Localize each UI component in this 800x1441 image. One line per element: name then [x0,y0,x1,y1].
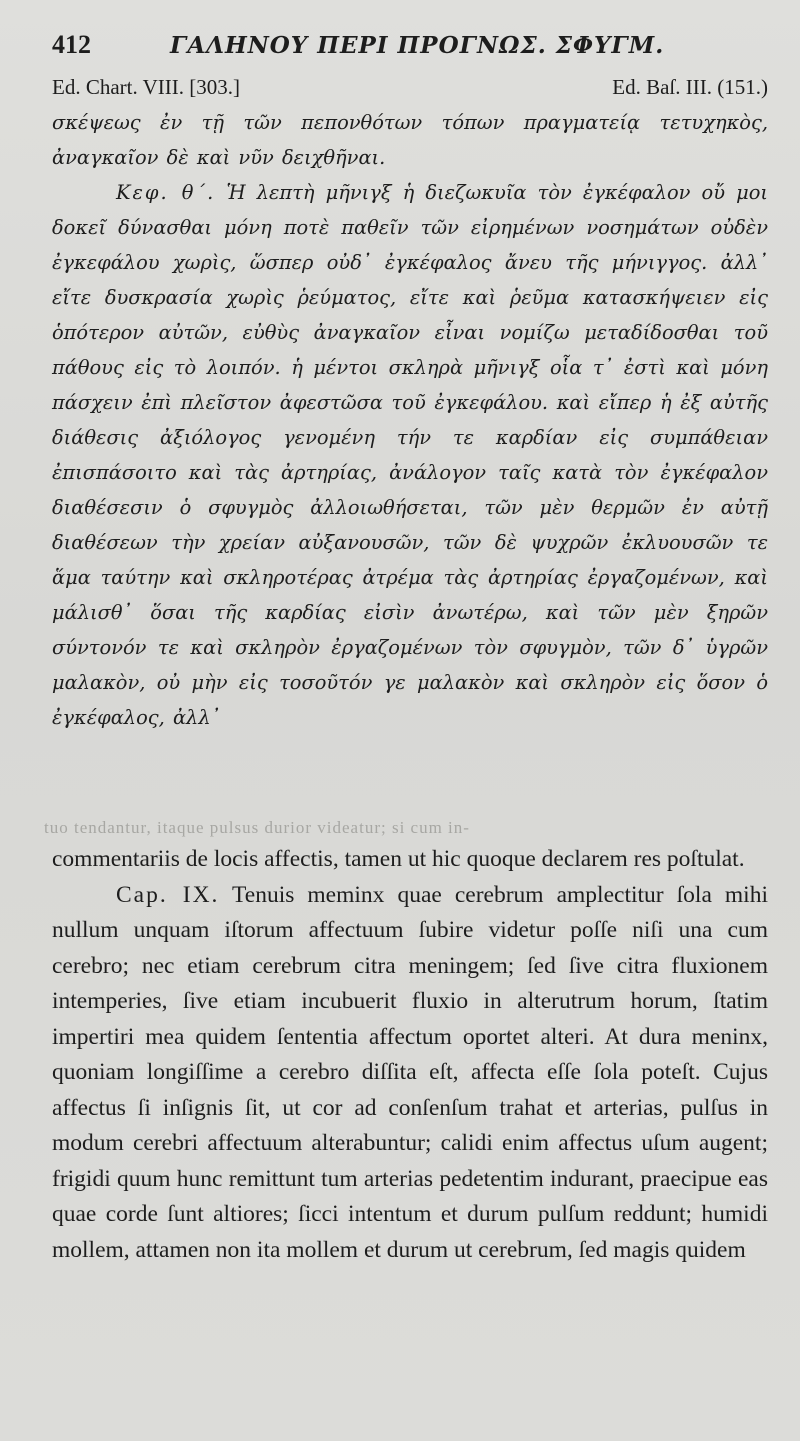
edition-references [52,75,768,101]
show-through-text: tuo tendantur, itaque pulsus durior videatur; si cum in- [44,818,470,837]
greek-chapter-text: Ἡ λεπτὴ μῆνιγξ ἡ διεζωκυῖα τὸν ἐγκέφαλον οὔ μοι δοκεῖ δύνασθαι μόνη ποτὲ παθεῖν τῶν εἰρημένων νοσημάτων οὐδὲν ἐγκεφάλου χωρὶς, ὥσπερ οὐδ᾽ ἐγκέφαλος ἄνευ τῆς μήνιγγος. ἀλλ᾽ εἴτε δυσκρασία χωρὶς ῥεύματος, εἴτε καὶ ῥεῦμα κατασκήψειεν εἰς ὁπότερον αὐτῶν, εὐθὺς ἀναγκαῖον εἶναι νομίζω μεταδίδοσθαι τοῦ πάθους εἰς τὸ λοιπόν. ἡ μέντοι σκληρὰ μῆνιγξ οἷα τ᾽ ἐστὶ καὶ μόνη πάσχειν ἐπὶ πλεῖστον ἀφεστῶσα τοῦ ἐγκεφάλου. καὶ εἴπερ ἡ ἐξ αὐτῆς διάθεσις ἀξιόλογος γενομένη τήν τε καρδίαν εἰς συμπάθειαν ἐπισπάσοιτο καὶ τὰς ἀρτηρίας, ἀνάλογον ταῖς κατὰ τὸν ἐγκέφαλον διαθέσεσιν ὁ σφυγμὸς ἀλλοιωθήσεται, τῶν μὲν θερμῶν ἐν αὐτῇ διαθέσεων τὴν χρείαν αὐξανουσῶν, τῶν δὲ ψυχρῶν ἐκλυουσῶν τε ἅμα ταύτην καὶ σκληροτέρας ἀτρέμα τὰς ἀρτηρίας ἐργαζομένων, καὶ μάλισθ᾽ ὅσαι τῆς καρδίας εἰσὶν ἀνωτέρω, καὶ τῶν μὲν ξηρῶν σύντονόν τε καὶ σκληρὸν ἐργαζομένων τὸν σφυγμὸν, τῶν δ᾽ ὑγρῶν μαλακὸν, οὐ μὴν εἰς τοσοῦτόν γε μαλακὸν καὶ σκληρὸν εἰς ὅσον ὁ ἐγκέφαλος, ἀλλ᾽ [52,181,768,729]
greek-chapter-paragraph [52,175,768,735]
greek-paragraph-continuation: σκέψεως ἐν τῇ τῶν πεπονθότων τόπων πραγματείᾳ τετυχηκὸς, ἀναγκαῖον δὲ καὶ νῦν δειχθῆναι. [52,111,768,169]
latin-text-block [52,842,768,1268]
running-title: ΓΑΛΗΝΟΥ ΠΕΡΙ ΠΡΟΓΝΩΣ. ΣΦΥΓΜ. [170,32,665,59]
latin-chapter-label: Cap. IX. [116,881,220,908]
column-separator [0,800,800,801]
latin-paragraph-continuation: commentariis de locis affectis, tamen ut hic quoque declarem res poſtulat. [52,846,745,872]
page-header [52,30,760,62]
edition-basel-reference: Ed. Baſ. III. (151.) [612,75,768,99]
greek-chapter-label: Κεφ. θ΄. [116,181,216,204]
page-number: 412 [52,30,91,59]
edition-chartier-reference: Ed. Chart. VIII. [303.] [52,75,240,99]
greek-text-block [52,105,768,735]
latin-chapter-paragraph [52,878,768,1269]
latin-chapter-text: Tenuis meminx quae cerebrum amplectitur ſola mihi nullum unquam iſtorum affectuum ſubire videtur poſſe niſi una cum cerebro; nec etiam cerebrum citra meningem; ſed ſive citra fluxionem intemperies, ſive etiam incubuerit fluxio in alterutrum horum, ſtatim impertiri mea quidem ſententia affectum oportet alteri. At dura meninx, quoniam longiſſime a cerebro diſſita eſt, affecta eſſe ſola poteſt. Cujus affectus ſi inſignis ſit, ut cor ad conſenſum trahat et arterias, pulſus in modum cerebri affectuum alterabuntur; calidi enim affectus uſum augent; frigidi quum hunc remittunt tum arterias pedetentim indurant, praecipue eas quae corde ſunt altiores; ſicci intentum et durum pulſum reddunt; humidi mollem, attamen non ita mollem et durum ut cerebrum, ſed magis quidem [52,881,768,1263]
